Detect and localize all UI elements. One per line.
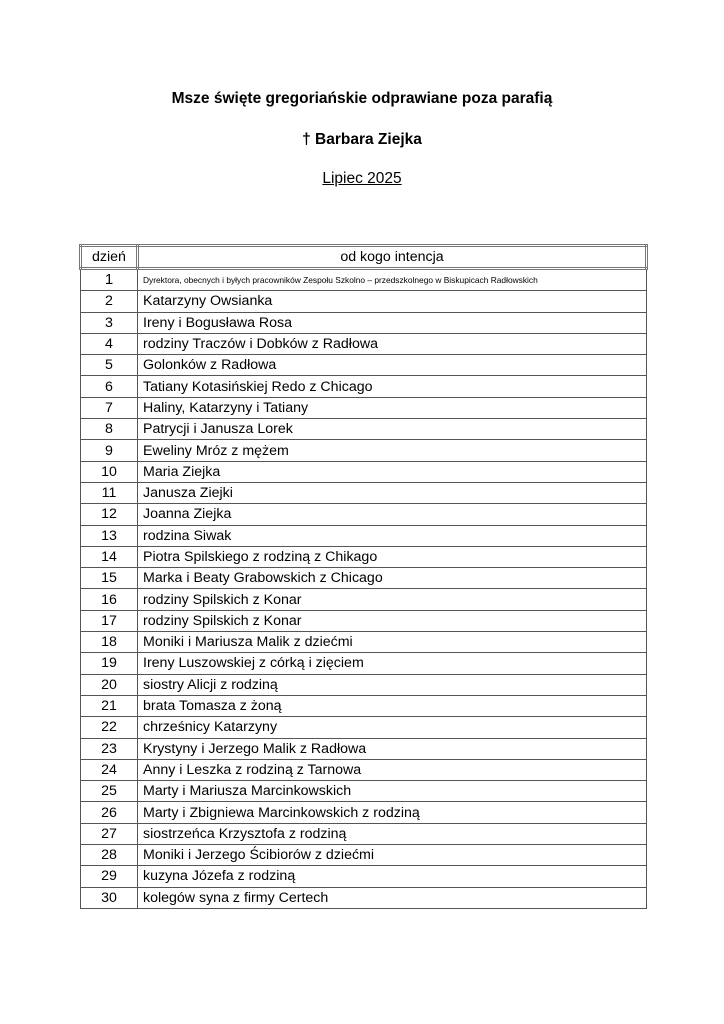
table-row [81,887,647,908]
row-intention: rodziny Spilskich z Konar [138,589,647,610]
row-day: 10 [81,461,138,482]
row-day: 25 [81,781,138,802]
row-intention: siostry Alicji z rodziną [138,674,647,695]
document-title: Msze święte gregoriańskie odprawiane poza parafią [171,90,553,107]
row-day: 15 [81,568,138,589]
table-row [81,355,647,376]
row-intention: Eweliny Mróz z mężem [138,440,647,461]
row-intention: kuzyna Józefa z rodziną [138,866,647,887]
row-intention: Janusza Ziejki [138,482,647,503]
table-row [81,610,647,631]
table-row [81,525,647,546]
table-row [81,546,647,567]
row-day: 7 [81,397,138,418]
row-intention: Moniki i Jerzego Ścibiorów z dziećmi [138,845,647,866]
row-intention: Piotra Spilskiego z rodziną z Chikago [138,546,647,567]
table-row [81,781,647,802]
row-day: 8 [81,419,138,440]
table-row [81,333,647,354]
row-intention: Golonków z Radłowa [138,355,647,376]
row-intention: Dyrektora, obecnych i byłych pracowników Zespołu Szkolno – przedszkolnego w Biskupicach Radłowskich [138,269,647,291]
table-row [81,674,647,695]
row-day: 30 [81,887,138,908]
table-row [81,397,647,418]
row-intention: kolegów syna z firmy Certech [138,887,647,908]
row-intention: Ireny Luszowskiej z córką i zięciem [138,653,647,674]
row-intention: Maria Ziejka [138,461,647,482]
table-header [81,246,647,269]
row-day: 29 [81,866,138,887]
row-intention: Marka i Beaty Grabowskich z Chicago [138,568,647,589]
table-row [81,717,647,738]
row-intention: Marty i Zbigniewa Marcinkowskich z rodziną [138,802,647,823]
table-body [81,269,647,909]
row-day: 17 [81,610,138,631]
row-intention: Tatiany Kotasińskiej Redo z Chicago [138,376,647,397]
row-day: 16 [81,589,138,610]
row-intention: rodziny Spilskich z Konar [138,610,647,631]
table-row [81,269,647,291]
row-intention: chrześnicy Katarzyny [138,717,647,738]
row-intention: brata Tomasza z żoną [138,695,647,716]
table-row [81,759,647,780]
row-day: 24 [81,759,138,780]
row-intention: Katarzyny Owsianka [138,291,647,312]
table-row [81,695,647,716]
table-row [81,482,647,503]
table-row [81,632,647,653]
table-row [81,376,647,397]
table-row [81,866,647,887]
row-intention: Krystyny i Jerzego Malik z Radłowa [138,738,647,759]
row-day: 2 [81,291,138,312]
table-row [81,461,647,482]
row-day: 5 [81,355,138,376]
row-intention: Moniki i Mariusza Malik z dziećmi [138,632,647,653]
table-row [81,419,647,440]
row-day: 22 [81,717,138,738]
column-header-intention: od kogo intencja [138,246,647,269]
row-day: 23 [81,738,138,759]
row-day: 1 [81,269,138,291]
row-intention: Haliny, Katarzyny i Tatiany [138,397,647,418]
row-day: 28 [81,845,138,866]
row-intention: rodziny Traczów i Dobków z Radłowa [138,333,647,354]
header-row [81,246,647,269]
row-intention: Marty i Mariusza Marcinkowskich [138,781,647,802]
row-day: 11 [81,482,138,503]
table-row [81,845,647,866]
row-day: 18 [81,632,138,653]
document-subtitle: † Barbara Ziejka [302,131,422,148]
document-date: Lipiec 2025 [322,170,402,187]
row-day: 3 [81,312,138,333]
row-day: 14 [81,546,138,567]
row-intention: Anny i Leszka z rodziną z Tarnowa [138,759,647,780]
table-row [81,823,647,844]
row-day: 13 [81,525,138,546]
table-row [81,589,647,610]
table-row [81,802,647,823]
row-day: 26 [81,802,138,823]
row-day: 12 [81,504,138,525]
row-day: 6 [81,376,138,397]
row-intention: Joanna Ziejka [138,504,647,525]
row-day: 21 [81,695,138,716]
row-day: 20 [81,674,138,695]
table-row [81,568,647,589]
table-row [81,504,647,525]
table-row [81,738,647,759]
row-day: 27 [81,823,138,844]
row-day: 19 [81,653,138,674]
table-row [81,653,647,674]
row-intention: Patrycji i Janusza Lorek [138,419,647,440]
row-day: 4 [81,333,138,354]
row-day: 9 [81,440,138,461]
table-row [81,440,647,461]
row-intention: siostrzeńca Krzysztofa z rodziną [138,823,647,844]
row-intention: rodzina Siwak [138,525,647,546]
table-row [81,291,647,312]
row-intention: Ireny i Bogusława Rosa [138,312,647,333]
column-header-day: dzień [81,246,138,269]
table-row [81,312,647,333]
intentions-table [79,244,648,909]
